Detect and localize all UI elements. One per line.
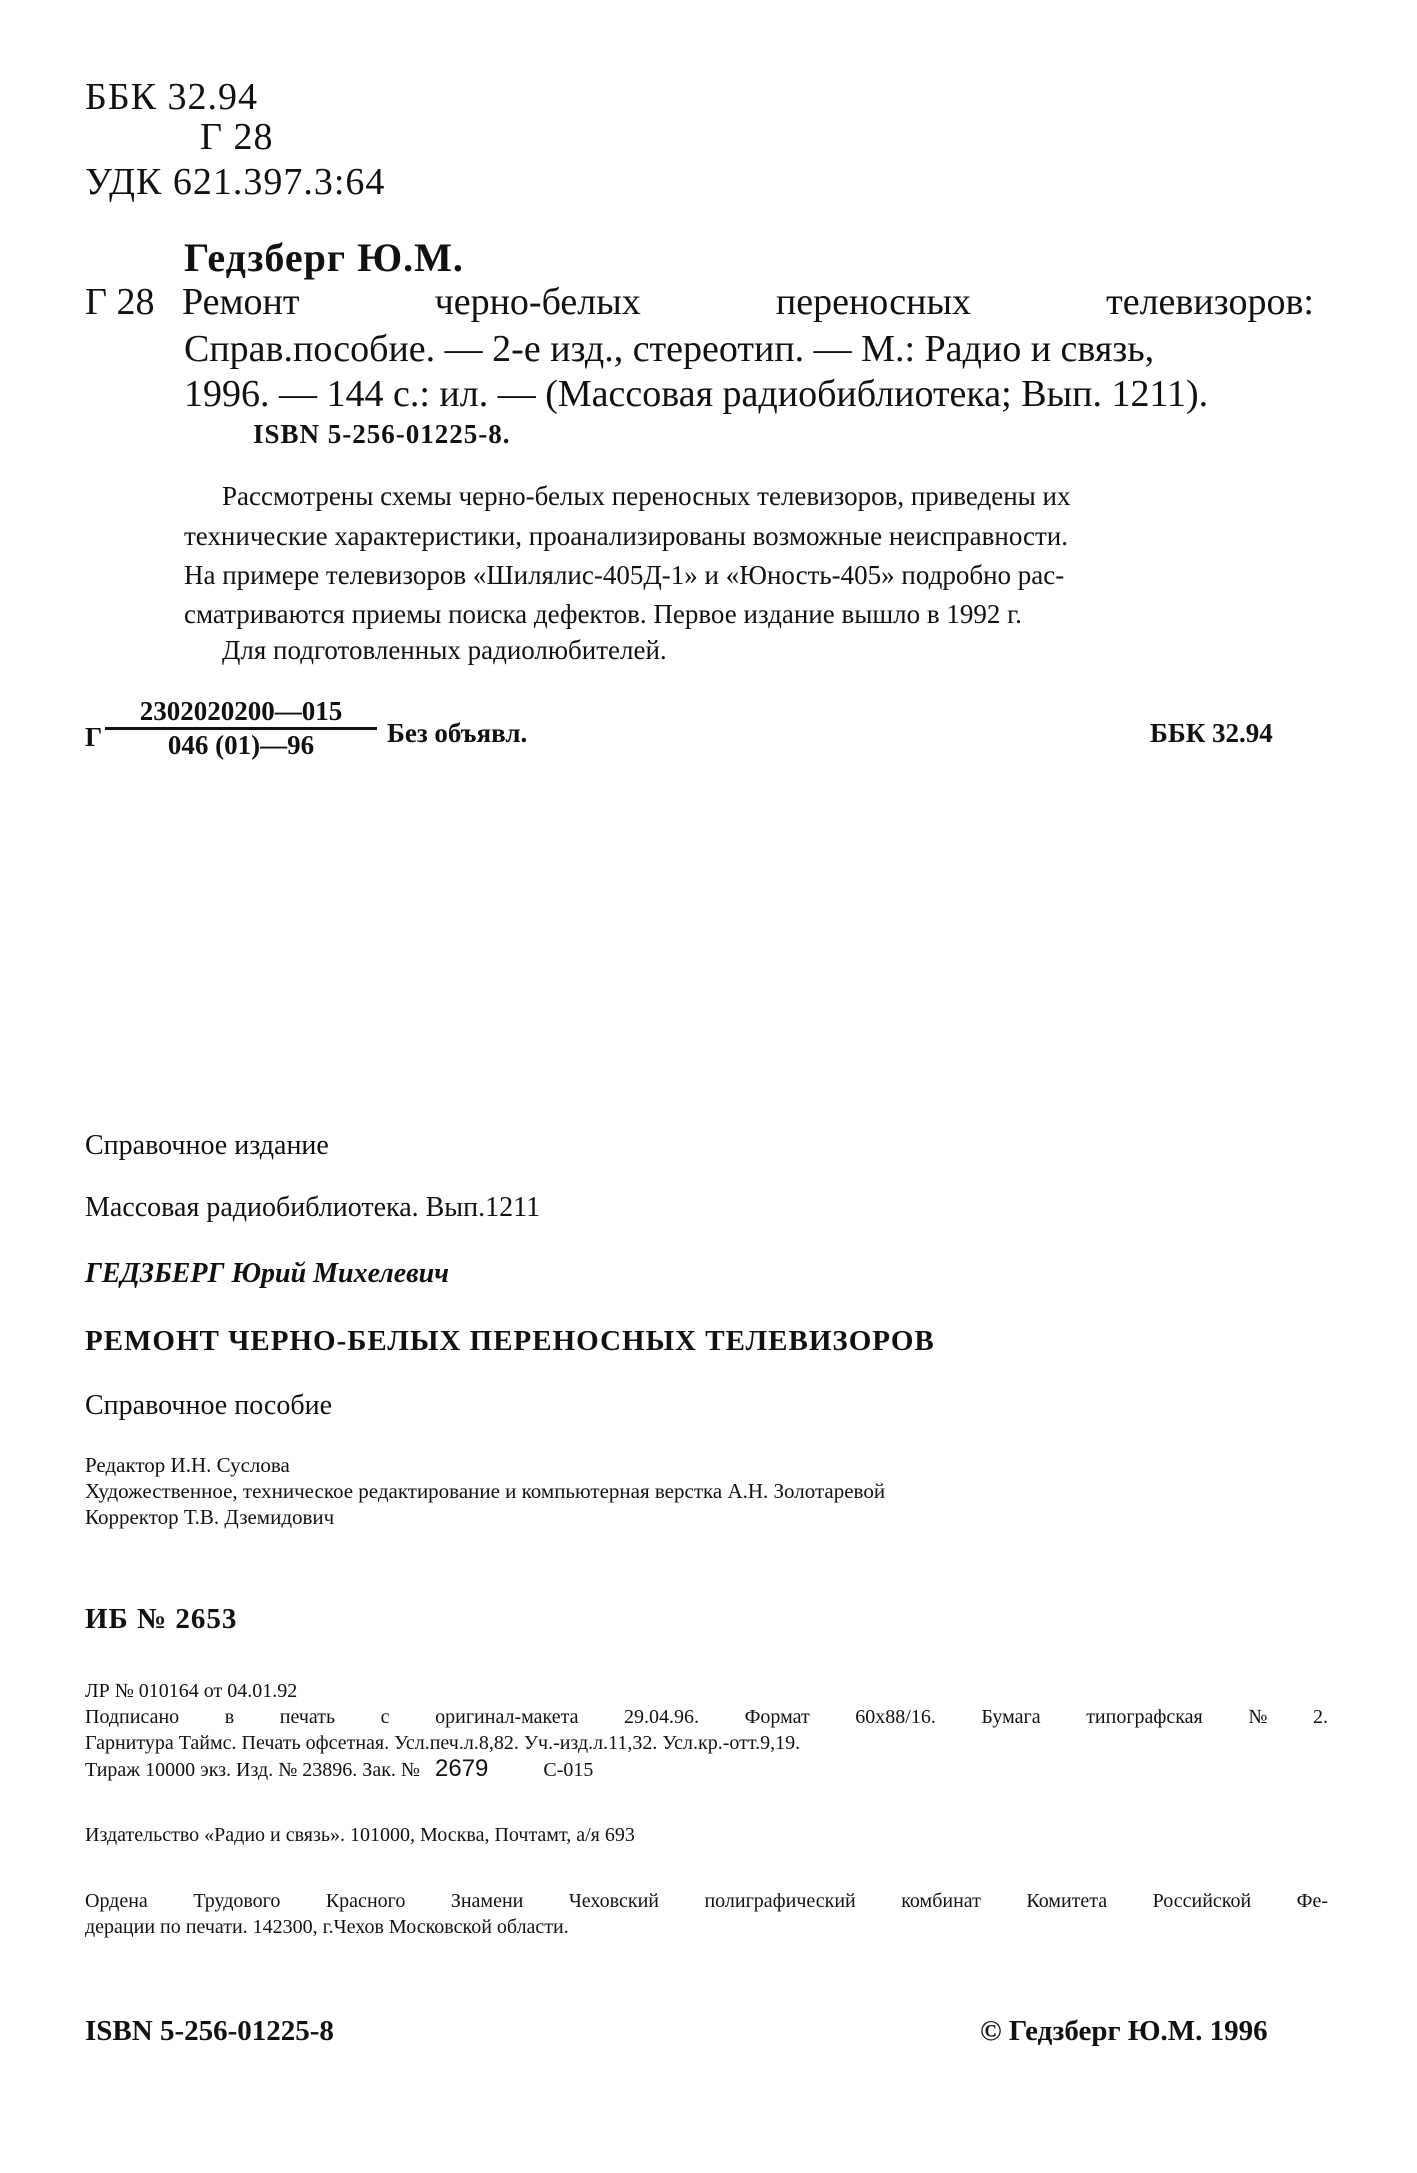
printer-word: Российской — [1152, 1890, 1252, 1912]
footer-isbn: ISBN 5-256-01225-8 — [85, 2015, 334, 2047]
code-denominator: 046 (01)—96 — [167, 730, 315, 760]
author-mark-top: Г 28 — [200, 116, 274, 158]
printer-word: Знамени — [450, 1890, 524, 1912]
code-note: Без объявл. — [387, 718, 528, 748]
bbk-index: ББК 32.94 — [85, 76, 258, 118]
footer-copyright: © Гедзберг Ю.М. 1996 — [980, 2015, 1268, 2047]
signed-word: № — [1248, 1706, 1268, 1728]
credit-editor: Редактор И.Н. Суслова — [85, 1453, 290, 1477]
printer-word: Фе- — [1296, 1890, 1328, 1912]
signed-word: Формат — [744, 1706, 810, 1728]
bib-title-word: переносных — [775, 281, 971, 323]
signed-word: в — [224, 1706, 235, 1728]
signed-word: печать — [279, 1706, 336, 1728]
lr-license: ЛР № 010164 от 04.01.92 — [85, 1680, 298, 1702]
printer-word: полиграфический — [704, 1890, 856, 1912]
signed-line — [85, 1704, 1328, 1730]
code-fraction — [105, 696, 377, 761]
author-full-name: ГЕДЗБЕРГ Юрий Михелевич — [85, 1258, 449, 1289]
bib-author: Гедзберг Ю.М. — [184, 235, 464, 280]
abstract-line-1 — [222, 483, 1338, 510]
bib-title-line — [182, 283, 1314, 321]
abstract-line-4: сматриваются приемы поиска дефектов. Первое издание вышло в 1992 г. — [184, 599, 1022, 629]
printer-line-2: дерации по печати. 142300, г.Чехов Московской области. — [85, 1916, 569, 1938]
code-prefix: Г — [85, 722, 103, 752]
printer-word: комбинат — [901, 1890, 981, 1912]
signed-word: типографская — [1086, 1706, 1203, 1728]
signed-word: с — [380, 1706, 390, 1728]
signed-word: Подписано — [85, 1706, 180, 1728]
printer-word: Трудового — [193, 1890, 281, 1912]
bib-line-2: Справ.пособие. — 2-е изд., стереотип. — М.: Радио и связь, — [184, 328, 1155, 370]
signed-word: 29.04.96. — [624, 1706, 700, 1728]
credits-block — [85, 1452, 885, 1530]
abstract-line-2: технические характеристики, проанализированы возможные неисправности. — [184, 521, 1068, 551]
bib-title-word: Ремонт — [182, 281, 300, 323]
order-number: 2679 — [435, 1755, 489, 1782]
ib-number: ИБ № 2653 — [85, 1603, 238, 1635]
printer-word: Красного — [325, 1890, 406, 1912]
printer-word: Чеховский — [568, 1890, 659, 1912]
bib-title-word: телевизоров: — [1106, 281, 1314, 323]
abstract-line-3: На примере телевизоров «Шилялис-405Д-1» и «Юность-405» подробно рас- — [184, 560, 1065, 590]
order-suffix: С-015 — [543, 1759, 594, 1781]
printer-word: Комитета — [1026, 1890, 1108, 1912]
bib-mark: Г 28 — [85, 281, 155, 323]
bib-line-3: 1996. — 144 с.: ил. — (Массовая радиобиблиотека; Вып. 1211). — [184, 373, 1209, 415]
udk-index: УДК 621.397.3:64 — [85, 161, 386, 203]
series-name: Массовая радиобиблиотека. Вып.1211 — [85, 1192, 541, 1223]
edition-type: Справочное издание — [85, 1130, 329, 1161]
subtitle: Справочное пособие — [85, 1390, 332, 1421]
print-run-line — [85, 1756, 593, 1783]
typeface-line: Гарнитура Таймс. Печать офсетная. Усл.печ.л.8,82. Уч.-изд.л.11,32. Усл.кр.-отт.9,19. — [85, 1732, 801, 1754]
printer-word: Ордена — [85, 1890, 148, 1912]
credit-corrector: Корректор Т.В. Дземидович — [85, 1505, 335, 1529]
abstract-line-5: Для подготовленных радиолюбителей. — [222, 635, 667, 665]
code-bbk: ББК 32.94 — [1150, 718, 1273, 748]
bib-title-word: черно-белых — [434, 281, 641, 323]
publisher-line: Издательство «Радио и связь». 101000, Москва, Почтамт, а/я 693 — [85, 1824, 635, 1846]
signed-word: 60x88/16. — [855, 1706, 936, 1728]
credit-layout: Художественное, техническое редактирование и компьютерная верстка А.Н. Золотаревой — [85, 1479, 886, 1503]
code-numerator: 2302020200—015 — [139, 696, 343, 726]
signed-word: Бумага — [981, 1706, 1041, 1728]
abstract-text: Рассмотрены схемы черно-белых переносных телевизоров, приведены их — [222, 481, 1071, 511]
printer-line-1 — [85, 1888, 1328, 1914]
signed-word: оригинал-макета — [435, 1706, 579, 1728]
bib-isbn: ISBN 5-256-01225-8. — [253, 419, 511, 449]
title-caps: РЕМОНТ ЧЕРНО-БЕЛЫХ ПЕРЕНОСНЫХ ТЕЛЕВИЗОРОВ — [85, 1325, 935, 1357]
print-run: Тираж 10000 экз. Изд. № 23896. Зак. № — [85, 1759, 420, 1781]
signed-word: 2. — [1312, 1706, 1328, 1728]
